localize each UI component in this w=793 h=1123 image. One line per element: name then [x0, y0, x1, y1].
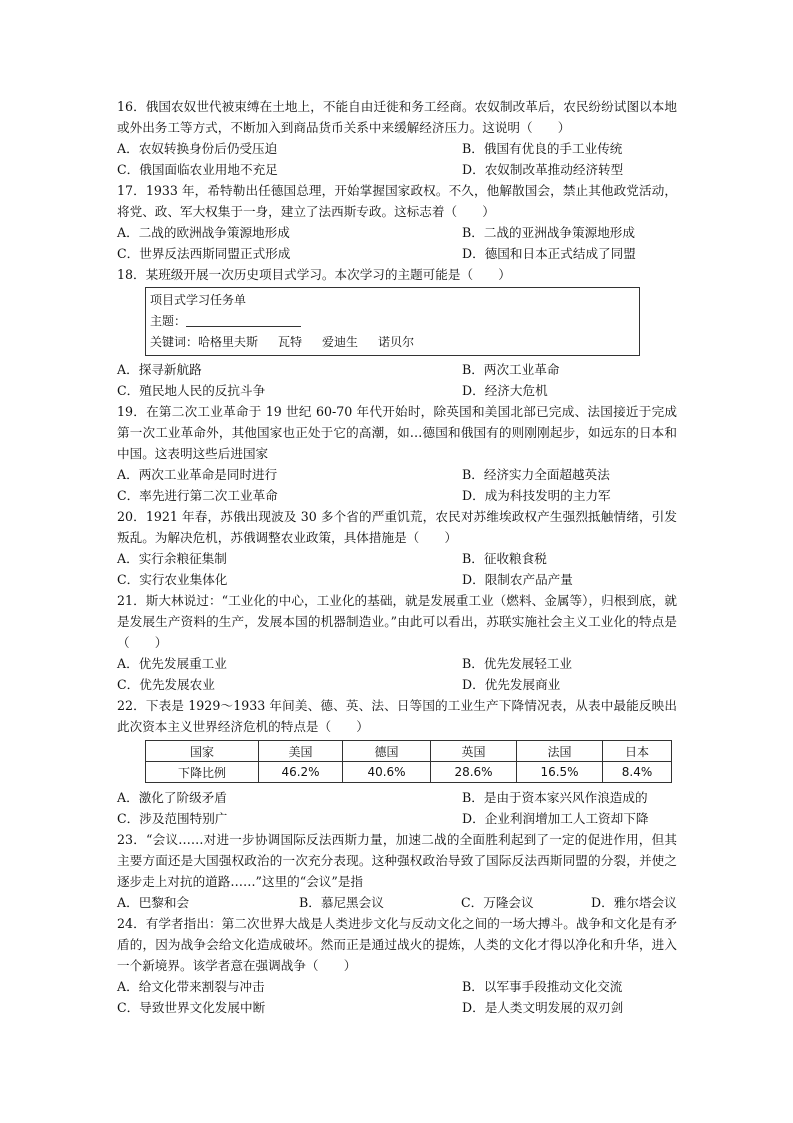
table-header-cell: 日本: [603, 741, 672, 762]
question-18-option-a[interactable]: A．探寻新航路: [117, 362, 202, 377]
question-17-option-c[interactable]: C．世界反法西斯同盟正式形成: [117, 246, 291, 261]
question-24-option-c[interactable]: C．导致世界文化发展中断: [117, 1000, 266, 1015]
table-cell: 46.2%: [259, 762, 343, 783]
question-19-option-d[interactable]: D．成为科技发明的主力军: [462, 488, 611, 503]
question-22-option-c[interactable]: C．涉及范围特别广: [117, 811, 228, 826]
question-24-stem: 24．有学者指出：第二次世界大战是人类进步文化与反动文化之间的一场大搏斗。战争和文化是有矛盾的，因为战争会给文化造成破坏。然而正是通过战火的提炼，人类的文化才得以净化和升华，进入一个新境界。该学者意在强调战争（ ）: [117, 916, 677, 973]
table-header-row: [146, 741, 672, 762]
question-22-option-a[interactable]: A．激化了阶级矛盾: [117, 790, 227, 805]
exam-page: [117, 96, 677, 1018]
question-17-option-a[interactable]: A．二战的欧洲战争策源地形成: [117, 225, 290, 240]
task-sheet-title: 项目式学习任务单: [150, 293, 247, 307]
question-23-option-d[interactable]: D．雅尔塔会议: [591, 895, 677, 910]
table-cell: 下降比例: [146, 762, 259, 783]
question-22-option-b[interactable]: B．是由于资本家兴风作浪造成的: [462, 790, 648, 805]
question-21-option-b[interactable]: B．优先发展轻工业: [462, 656, 573, 671]
question-16-option-d[interactable]: D．农奴制改革推动经济转型: [462, 162, 624, 177]
table-header-cell: 英国: [431, 741, 517, 762]
question-24-option-b[interactable]: B．以军事手段推动文化交流: [462, 979, 623, 994]
question-19-options-row1: [117, 464, 677, 485]
question-21-option-c[interactable]: C．优先发展农业: [117, 677, 215, 692]
table-cell: 8.4%: [603, 762, 672, 783]
question-22-options-row1: [117, 787, 677, 808]
question-20-option-b[interactable]: B．征收粮食税: [462, 551, 547, 566]
table-header-cell: 法国: [517, 741, 603, 762]
question-19-options-row2: [117, 485, 677, 506]
question-20-option-c[interactable]: C．实行农业集体化: [117, 572, 228, 587]
table-header-cell: 国家: [146, 741, 259, 762]
question-16-stem: 16．俄国农奴世代被束缚在土地上，不能自由迁徙和务工经商。农奴制改革后，农民纷纷试图以本地或外出务工等方式，不断加入到商品货币关系中来缓解经济压力。这说明（ ）: [117, 99, 677, 135]
table-header-cell: 德国: [343, 741, 431, 762]
question-16-options-row1: [117, 138, 677, 159]
question-24-option-a[interactable]: A．给文化带来割裂与冲击: [117, 979, 265, 994]
task-sheet-box: [145, 287, 640, 356]
task-sheet-topic: [150, 311, 635, 332]
question-20-option-d[interactable]: D．限制农产品产量: [462, 572, 573, 587]
question-18-option-b[interactable]: B．两次工业革命: [462, 362, 560, 377]
task-sheet-keywords: [150, 332, 635, 353]
question-16-option-c[interactable]: C．俄国面临农业用地不充足: [117, 162, 278, 177]
keyword-item: 诺贝尔: [378, 335, 415, 349]
question-21-options-row2: [117, 674, 677, 695]
question-18-option-c[interactable]: C．殖民地人民的反抗斗争: [117, 383, 266, 398]
question-18-option-d[interactable]: D．经济大危机: [462, 383, 548, 398]
question-19-stem: 19．在第二次工业革命于 19 世纪 60-70 年代开始时，除英国和美国北部已完成、法国接近于完成第一次工业革命外，其他国家也正处于它的高潮，如…德国和俄国有的则刚刚起步，如远东的日本和中国。这表明这些后进国家: [117, 404, 677, 461]
question-16-option-b[interactable]: B．俄国有优良的手工业传统: [462, 141, 623, 156]
question-17-options-row2: [117, 243, 677, 264]
table-cell: 28.6%: [431, 762, 517, 783]
question-24-options-row1: [117, 976, 677, 997]
question-16-options-row2: [117, 159, 677, 180]
question-21-option-a[interactable]: A．优先发展重工业: [117, 656, 227, 671]
question-20-stem: 20．1921 年春，苏俄出现波及 30 多个省的严重饥荒，农民对苏维埃政权产生强烈抵触情绪，引发叛乱。为解决危机，苏俄调整农业政策，具体措施是（ ）: [117, 509, 677, 545]
question-19-option-a[interactable]: A．两次工业革命是同时进行: [117, 467, 278, 482]
keyword-item: 哈格里夫斯: [198, 335, 259, 349]
question-22-stem: 22．下表是 1929～1933 年间美、德、英、法、日等国的工业生产下降情况表，从表中最能反映出此次资本主义世界经济危机的特点是（ ）: [117, 698, 677, 734]
table-row: [146, 762, 672, 783]
question-23-option-c[interactable]: C．万隆会议: [461, 895, 534, 910]
question-20-option-a[interactable]: A．实行余粮征集制: [117, 551, 227, 566]
question-18-options-row2: [117, 380, 677, 401]
topic-label: 主题：: [150, 314, 187, 328]
table-header-cell: 美国: [259, 741, 343, 762]
question-24-option-d[interactable]: D．是人类文明发展的双刃剑: [462, 1000, 624, 1015]
topic-blank: [186, 312, 301, 327]
question-16-option-a[interactable]: A．农奴转换身份后仍受压迫: [117, 141, 278, 156]
industrial-decline-table: [145, 740, 672, 783]
question-17-stem: 17．1933 年，希特勒出任德国总理，开始掌握国家政权。不久，他解散国会，禁止其他政党活动，将党、政、军大权集于一身，建立了法西斯专政。这标志着（ ）: [117, 183, 677, 219]
question-19-option-c[interactable]: C．率先进行第二次工业革命: [117, 488, 278, 503]
question-23-options: [117, 892, 677, 913]
keyword-item: 瓦特: [278, 335, 303, 349]
question-17-options-row1: [117, 222, 677, 243]
keyword-item: 爱迪生: [322, 335, 359, 349]
question-21-options-row1: [117, 653, 677, 674]
question-17-option-d[interactable]: D．德国和日本正式结成了同盟: [462, 246, 636, 261]
question-24-options-row2: [117, 997, 677, 1018]
table-cell: 40.6%: [343, 762, 431, 783]
question-18-options-row1: [117, 359, 677, 380]
question-21-option-d[interactable]: D．优先发展商业: [462, 677, 561, 692]
question-23-option-b[interactable]: B．慕尼黑会议: [299, 895, 384, 910]
table-cell: 16.5%: [517, 762, 603, 783]
question-22-options-row2: [117, 808, 677, 829]
question-18-stem: 18．某班级开展一次历史项目式学习。本次学习的主题可能是（ ）: [117, 267, 511, 282]
question-19-option-b[interactable]: B．经济实力全面超越英法: [462, 467, 610, 482]
question-20-options-row1: [117, 548, 677, 569]
keywords-label: 关键词：: [150, 335, 199, 349]
question-23-option-a[interactable]: A．巴黎和会: [117, 895, 190, 910]
question-20-options-row2: [117, 569, 677, 590]
question-22-option-d[interactable]: D．企业利润增加工人工资却下降: [462, 811, 649, 826]
question-17-option-b[interactable]: B．二战的亚洲战争策源地形成: [462, 225, 635, 240]
question-23-stem: 23．“会议……对进一步协调国际反法西斯力量，加速二战的全面胜利起到了一定的促进作用，但其主要方面还是大国强权政治的一次充分表现。这种强权政治导致了国际反法西斯同盟的分裂，并使之逐步走上对抗的道路……”这里的“会议”是指: [117, 832, 677, 889]
question-21-stem: 21．斯大林说过：“工业化的中心，工业化的基础，就是发展重工业（燃料、金属等），归根到底，就是发展生产资料的生产，发展本国的机器制造业。”由此可以看出，苏联实施社会主义工业化的特点是（ ）: [117, 593, 677, 650]
